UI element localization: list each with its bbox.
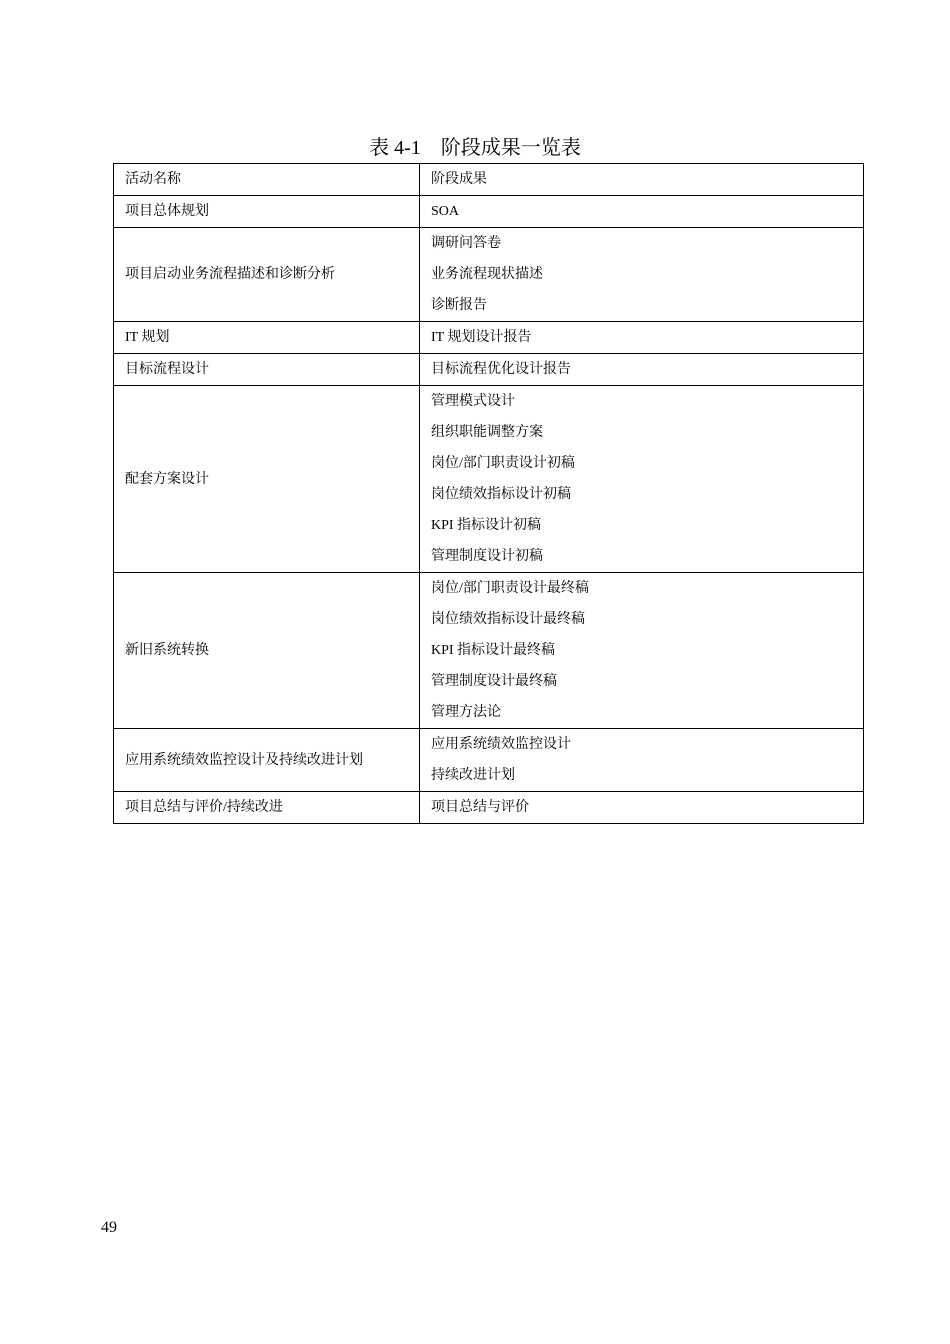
activity-cell: 目标流程设计 <box>114 354 420 386</box>
result-item: 组织职能调整方案 <box>431 425 543 440</box>
table-header-row <box>114 164 864 196</box>
result-item: 管理模式设计 <box>431 394 515 409</box>
result-item: IT 规划设计报告 <box>431 330 532 345</box>
result-item: 持续改进计划 <box>431 768 515 783</box>
activity-cell: IT 规划 <box>114 322 420 354</box>
result-item: 岗位/部门职责设计最终稿 <box>431 581 589 596</box>
result-item: 诊断报告 <box>431 298 487 313</box>
results-cell <box>420 386 864 573</box>
results-cell <box>420 354 864 386</box>
table-body <box>114 196 864 824</box>
page-number: 49 <box>101 1219 117 1236</box>
results-cell <box>420 228 864 322</box>
results-cell <box>420 196 864 228</box>
result-item: KPI 指标设计最终稿 <box>431 643 556 658</box>
results-cell <box>420 573 864 729</box>
result-item: SOA <box>431 204 460 219</box>
activity-cell: 配套方案设计 <box>114 386 420 573</box>
header-results: 阶段成果 <box>420 164 864 196</box>
result-item: 业务流程现状描述 <box>431 267 543 282</box>
header-activity: 活动名称 <box>114 164 420 196</box>
result-item: 管理制度设计初稿 <box>431 549 543 564</box>
table-row <box>114 354 864 386</box>
table-row <box>114 729 864 792</box>
activity-cell: 项目启动业务流程描述和诊断分析 <box>114 228 420 322</box>
result-item: 调研问答卷 <box>431 236 501 251</box>
result-item: 岗位绩效指标设计初稿 <box>431 487 571 502</box>
result-item: KPI 指标设计初稿 <box>431 518 542 533</box>
table-row <box>114 386 864 573</box>
result-item: 应用系统绩效监控设计 <box>431 737 571 752</box>
table-row <box>114 792 864 824</box>
result-item: 管理制度设计最终稿 <box>431 674 557 689</box>
stage-results-table <box>113 163 864 824</box>
results-cell <box>420 792 864 824</box>
results-cell <box>420 322 864 354</box>
activity-cell: 新旧系统转换 <box>114 573 420 729</box>
table-row <box>114 322 864 354</box>
table-caption: 表 4-1 阶段成果一览表 <box>369 137 581 159</box>
result-item: 岗位绩效指标设计最终稿 <box>431 612 585 627</box>
activity-cell: 项目总体规划 <box>114 196 420 228</box>
results-cell <box>420 729 864 792</box>
result-item: 项目总结与评价 <box>431 800 529 815</box>
activity-cell: 应用系统绩效监控设计及持续改进计划 <box>114 729 420 792</box>
table-row <box>114 573 864 729</box>
activity-cell: 项目总结与评价/持续改进 <box>114 792 420 824</box>
result-item: 管理方法论 <box>431 705 501 720</box>
table-row <box>114 196 864 228</box>
table-row <box>114 228 864 322</box>
result-item: 岗位/部门职责设计初稿 <box>431 456 575 471</box>
result-item: 目标流程优化设计报告 <box>431 362 571 377</box>
